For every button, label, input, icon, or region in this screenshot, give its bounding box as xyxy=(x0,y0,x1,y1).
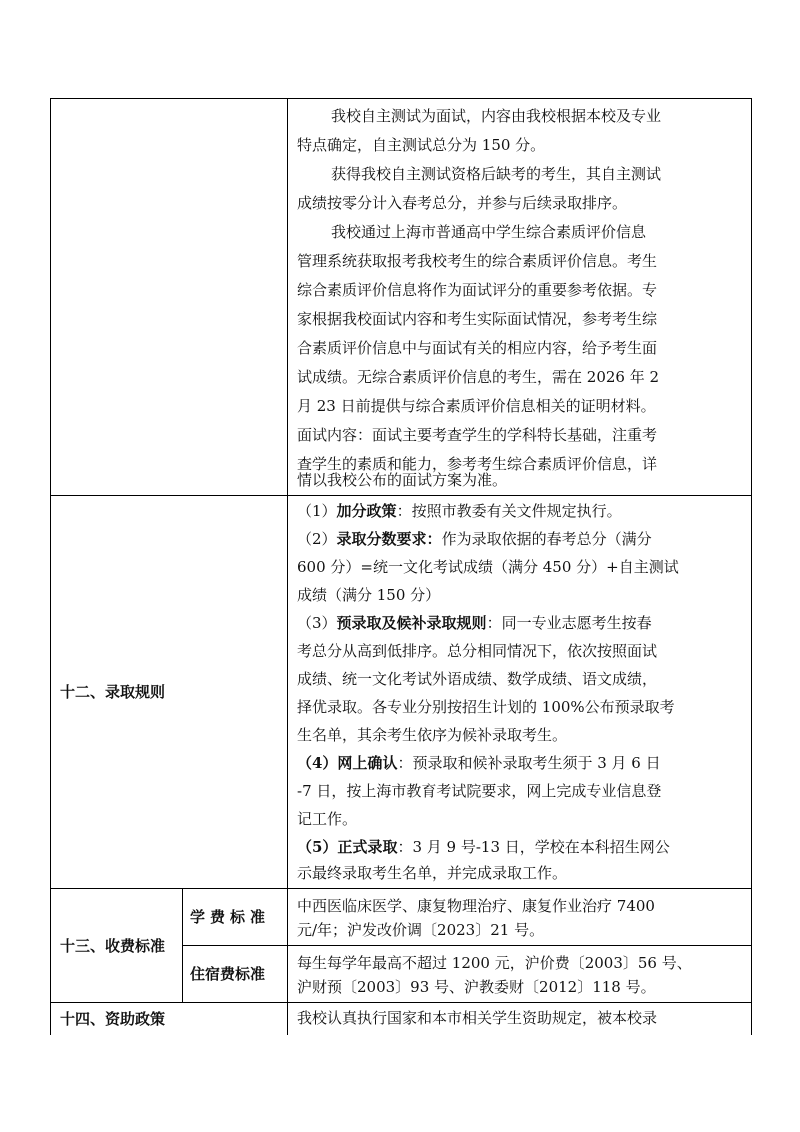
s11-line-5: 我校通过上海市普通高中学生综合素质评价信息 xyxy=(331,223,647,241)
s11-line-9: 合素质评价信息中与面试有关的相应内容，给予考生面 xyxy=(297,339,658,357)
s12-item-1-prefix: （1） xyxy=(297,502,337,520)
s11-line-1: 我校自主测试为面试，内容由我校根据本校及专业 xyxy=(331,107,662,125)
s11-line-2: 特点确定，自主测试总分为 150 分。 xyxy=(297,136,546,154)
s12-item-4-line-3: 记工作。 xyxy=(297,810,358,828)
row-divider-11-12 xyxy=(50,495,752,496)
s12-item-1-text: ：按照市教委有关文件规定执行。 xyxy=(396,502,622,520)
s12-item-3-line-5: 生名单，其余考生依序为候补录取考生。 xyxy=(297,726,568,744)
s12-item-2-heading: 录取分数要求： xyxy=(336,530,442,548)
s12-item-4 xyxy=(297,749,661,778)
tuition-line-2: 元/年；沪发改价调〔2023〕21 号。 xyxy=(297,921,545,939)
tuition-label: 学费标准 xyxy=(190,908,271,926)
s11-line-13: 查学生的素质和能力，参考考生综合素质评价信息，详 xyxy=(297,455,658,473)
s11-line-7: 综合素质评价信息将作为面试评分的重要参考依据。专 xyxy=(297,281,658,299)
s12-item-3-text: ：同一专业志愿考生按春 xyxy=(486,614,652,632)
lodging-line-2: 沪财预〔2003〕93 号、沪教委财〔2012〕118 号。 xyxy=(297,978,656,996)
row-divider-12-13 xyxy=(50,888,752,889)
s12-item-3 xyxy=(297,609,652,638)
table-border-left xyxy=(50,98,51,1035)
s11-line-10: 试成绩。无综合素质评价信息的考生，需在 2026 年 2 xyxy=(297,368,660,386)
row-divider-13-sub xyxy=(182,945,752,946)
s11-line-11: 月 23 日前提供与综合素质评价信息相关的证明材料。 xyxy=(297,397,656,415)
s11-line-12: 面试内容：面试主要考查学生的学科特长基础，注重考 xyxy=(297,426,658,444)
s12-item-2-prefix: （2） xyxy=(297,530,337,548)
table-border-right xyxy=(751,98,752,1035)
s11-line-3: 获得我校自主测试资格后缺考的考生，其自主测试 xyxy=(331,165,662,183)
s12-item-3-prefix: （3） xyxy=(297,614,337,632)
s12-item-4-line-2: -7 日，按上海市教育考试院要求，网上完成专业信息登 xyxy=(297,782,662,800)
s12-item-2-text: 作为录取依据的春考总分（满分 xyxy=(441,530,652,548)
s12-item-2-line-2: 600 分）=统一文化考试成绩（满分 450 分）+自主测试 xyxy=(297,558,679,576)
s12-item-1 xyxy=(297,497,622,526)
s12-item-3-line-3: 成绩、统一文化考试外语成绩、数学成绩、语文成绩， xyxy=(297,670,658,688)
section-14-label: 十四、资助政策 xyxy=(60,1010,166,1028)
s12-item-5-heading: （5）正式录取 xyxy=(297,838,398,856)
s11-line-4: 成绩按零分计入春考总分，并参与后续录取排序。 xyxy=(297,194,628,212)
s12-item-3-heading: 预录取及候补录取规则 xyxy=(336,614,487,632)
s11-line-8: 家根据我校面试内容和考生实际面试情况，参考考生综 xyxy=(297,310,658,328)
s12-item-5 xyxy=(297,833,670,862)
s11-line-6: 管理系统获取报考我校考生的综合素质评价信息。考生 xyxy=(297,252,658,270)
lodging-label: 住宿费标准 xyxy=(190,965,266,983)
s12-item-3-line-4: 择优录取。各专业分别按招生计划的 100%公布预录取考 xyxy=(297,698,675,716)
table-border-top xyxy=(50,98,752,99)
s12-item-3-line-2: 考总分从高到低排序。总分相同情况下，依次按照面试 xyxy=(297,642,658,660)
s11-line-14-visible: 情以我校公布的面试方案为准。 xyxy=(297,471,508,489)
tuition-line-1: 中西医临床医学、康复物理治疗、康复作业治疗 7400 xyxy=(297,897,655,915)
section-14-text: 我校认真执行国家和本市相关学生资助规定，被本校录 xyxy=(297,1009,658,1027)
s12-item-4-heading: （4）网上确认 xyxy=(297,754,398,772)
row-divider-13-14 xyxy=(50,1002,752,1003)
section-12-label: 十二、录取规则 xyxy=(60,683,166,701)
s12-item-1-heading: 加分政策 xyxy=(336,502,397,520)
s12-item-5-text: ：3 月 9 号-13 日，学校在本科招生网公 xyxy=(397,838,670,856)
lodging-line-1: 每生每学年最高不超过 1200 元，沪价费〔2003〕56 号、 xyxy=(297,954,692,972)
s12-item-5-line-2: 示最终录取考生名单，并完成录取工作。 xyxy=(297,864,568,882)
table-divider-column xyxy=(287,98,288,1035)
s12-item-2-line-3: 成绩（满分 150 分） xyxy=(297,586,441,604)
section-13-label: 十三、收费标准 xyxy=(60,937,166,955)
s12-item-2 xyxy=(297,525,652,554)
s12-item-4-text: ：预录取和候补录取考生须于 3 月 6 日 xyxy=(397,754,661,772)
